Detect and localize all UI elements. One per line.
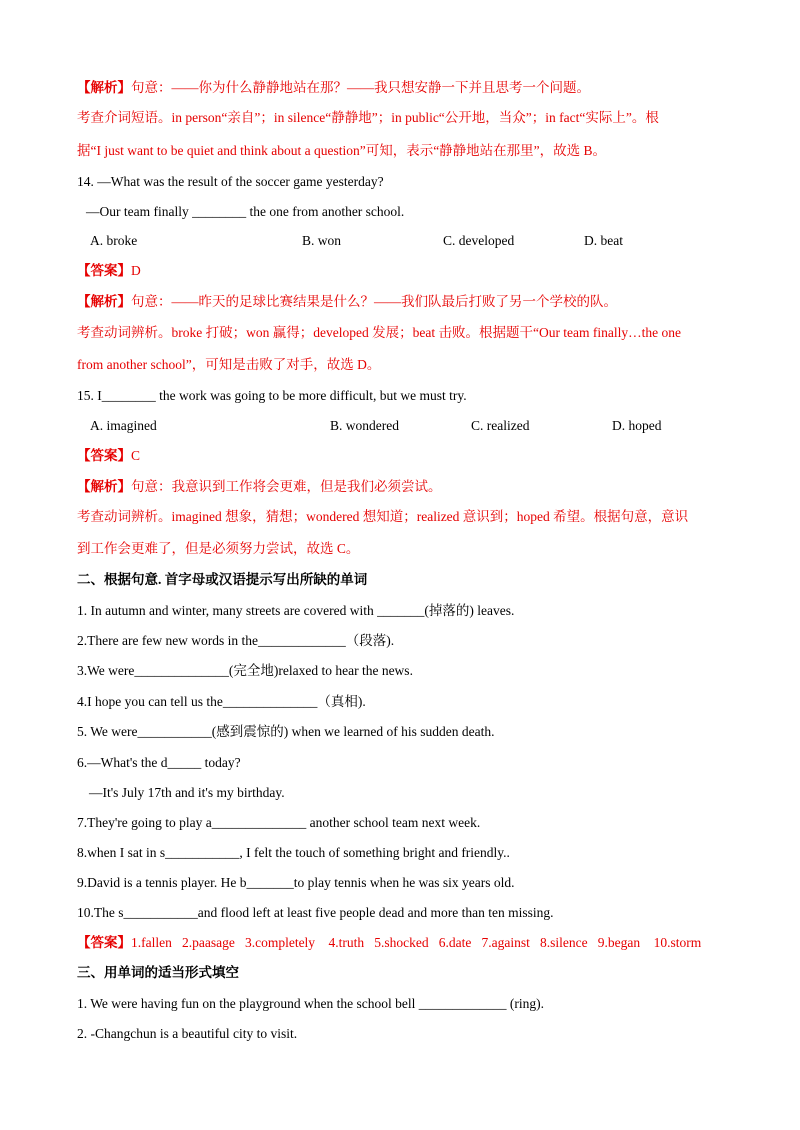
answer-label: 【答案】 (77, 263, 131, 278)
q13-analysis-line3: 据“I just want to be quiet and think about a question”可知，表示“静静地站在那里”，故选 B。 (77, 143, 607, 158)
analysis-meaning: 句意：——昨天的足球比赛结果是什么？——我们队最后打败了另一个学校的队。 (131, 294, 617, 309)
section2-item-10: 10.The s___________and flood left at least five people dead and more than ten missing. (77, 905, 554, 920)
q15-stem: 15. I________ the work was going to be more difficult, but we must try. (77, 388, 467, 403)
answer-label: 【答案】 (77, 935, 131, 950)
q15-answer (77, 447, 140, 465)
section2-heading: 二、根据句意. 首字母或汉语提示写出所缺的单词 (77, 572, 368, 587)
q14-answer (77, 262, 141, 280)
section3-item-2: 2. -Changchun is a beautiful city to visit. (77, 1026, 298, 1041)
q14-option-c: C. developed (443, 233, 515, 248)
q14-reply: —Our team finally ________ the one from another school. (86, 204, 405, 219)
section2-item-9: 9.David is a tennis player. He b_______to play tennis when he was six years old. (77, 875, 515, 890)
section2-item-3: 3.We were______________(完全地)relaxed to hear the news. (77, 663, 413, 678)
q14-option-b: B. won (302, 233, 342, 248)
section3-item-1: 1. We were having fun on the playground when the school bell _____________ (ring). (77, 996, 544, 1011)
analysis-label: 【解析】 (77, 294, 131, 309)
analysis-label: 【解析】 (77, 80, 131, 95)
answer-value: D (131, 263, 141, 278)
q14-stem: 14. —What was the result of the soccer game yesterday? (77, 174, 384, 189)
section2-item-6-reply: —It's July 17th and it's my birthday. (89, 785, 285, 800)
q14-option-d: D. beat (584, 233, 623, 248)
q15-option-c: C. realized (471, 418, 530, 433)
section2-item-4: 4.I hope you can tell us the______________（真相). (77, 694, 366, 709)
q13-analysis-line2: 考查介词短语。in person“亲自”；in silence“静静地”；in public“公开地，当众”；in fact“实际上”。根 (77, 110, 659, 125)
q14-analysis-line3: from another school”，可知是击败了对手，故选 D。 (77, 357, 381, 372)
analysis-label: 【解析】 (77, 479, 131, 494)
section3-heading: 三、用单词的适当形式填空 (77, 965, 239, 980)
analysis-meaning: 句意：我意识到工作将会更难，但是我们必须尝试。 (131, 479, 442, 494)
q15-option-d: D. hoped (612, 418, 662, 433)
answer-label: 【答案】 (77, 448, 131, 463)
q14-analysis (77, 293, 617, 311)
q15-option-b: B. wondered (330, 418, 399, 433)
q14-analysis-line2: 考查动词辨析。broke 打破；won 赢得；developed 发展；beat 击败。根据题干“Our team finally…the one (77, 325, 682, 340)
analysis-meaning: 句意：——你为什么静静地站在那？——我只想安静一下并且思考一个问题。 (131, 80, 590, 95)
answer-value: C (131, 448, 141, 463)
section2-item-2: 2.There are few new words in the_____________（段落). (77, 633, 395, 648)
section2-item-7: 7.They're going to play a______________ another school team next week. (77, 815, 481, 830)
q14-option-a: A. broke (90, 233, 138, 248)
section2-item-1: 1. In autumn and winter, many streets are covered with _______(掉落的) leaves. (77, 603, 515, 618)
q15-option-a: A. imagined (90, 418, 157, 433)
answer-list: 1.fallen 2.paasage 3.completely 4.truth 5.shocked 6.date 7.against 8.silence 9.began 10.storm (131, 935, 702, 950)
q15-analysis-line3: 到工作会更难了，但是必须努力尝试，故选 C。 (77, 541, 360, 556)
q15-analysis-line2: 考查动词辨析。imagined 想象，猜想；wondered 想知道；realized 意识到；hoped 希望。根据句意，意识 (77, 509, 689, 524)
section2-item-8: 8.when I sat in s___________, I felt the touch of something bright and friendly.. (77, 845, 510, 860)
section2-answers (77, 934, 701, 952)
section2-item-6: 6.—What's the d_____ today? (77, 755, 241, 770)
q15-analysis (77, 478, 442, 496)
q13-analysis (77, 79, 590, 97)
section2-item-5: 5. We were___________(感到震惊的) when we learned of his sudden death. (77, 724, 495, 739)
